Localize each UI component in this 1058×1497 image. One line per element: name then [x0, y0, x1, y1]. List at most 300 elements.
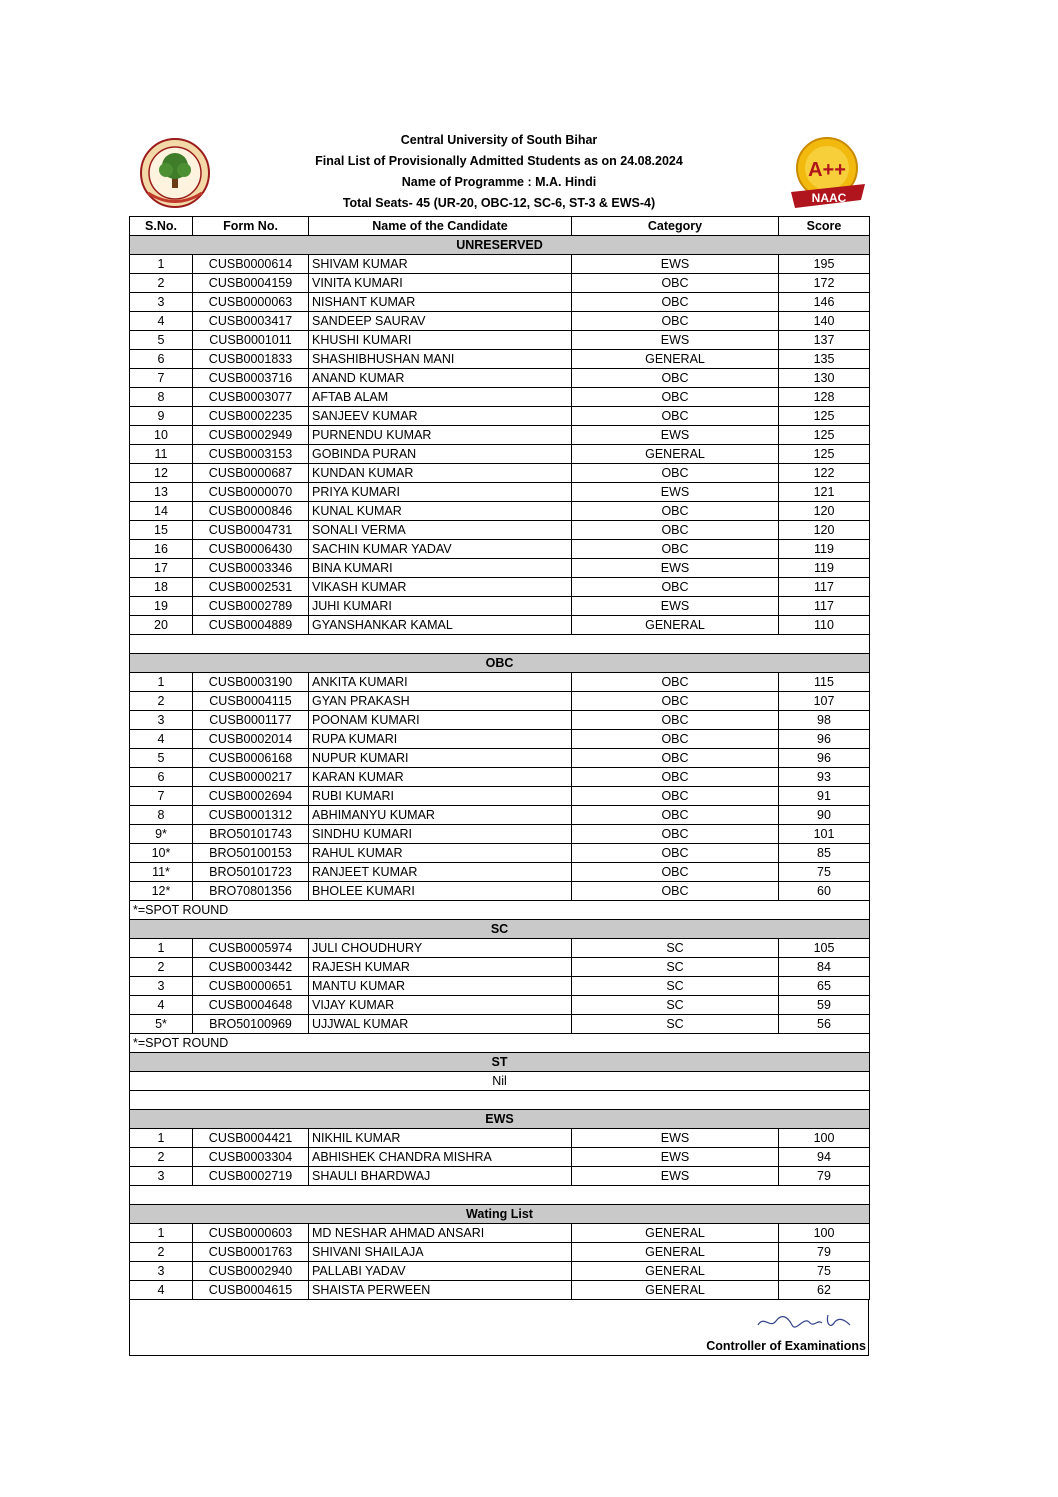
table-row: [130, 939, 870, 958]
form-number-cell: CUSB0002949: [193, 426, 309, 445]
score-cell: 115: [779, 673, 870, 692]
category-cell: EWS: [572, 331, 779, 350]
category-cell: OBC: [572, 787, 779, 806]
form-number-cell: CUSB0003417: [193, 312, 309, 331]
table-row: [130, 407, 870, 426]
section-title: ST: [130, 1053, 870, 1072]
score-cell: 125: [779, 407, 870, 426]
serial-number-cell: 19: [130, 597, 193, 616]
total-seats: Total Seats- 45 (UR-20, OBC-12, SC-6, ST-3 & EWS-4): [342, 196, 656, 210]
table-row: [130, 274, 870, 293]
candidate-name-cell: SHIVANI SHAILAJA: [309, 1243, 572, 1262]
category-cell: OBC: [572, 502, 779, 521]
category-cell: OBC: [572, 369, 779, 388]
category-cell: OBC: [572, 312, 779, 331]
candidate-name-cell: JUHI KUMARI: [309, 597, 572, 616]
table-row: [130, 787, 870, 806]
candidate-name-cell: VINITA KUMARI: [309, 274, 572, 293]
candidate-name-cell: KUNDAN KUMAR: [309, 464, 572, 483]
candidate-name-cell: SHAULI BHARDWAJ: [309, 1167, 572, 1186]
candidate-name-cell: SINDHU KUMARI: [309, 825, 572, 844]
form-number-cell: CUSB0004889: [193, 616, 309, 635]
naac-badge-text: NAAC: [811, 191, 847, 205]
category-cell: OBC: [572, 768, 779, 787]
candidate-name-cell: SHASHIBHUSHAN MANI: [309, 350, 572, 369]
university-name: Central University of South Bihar: [400, 133, 598, 147]
form-number-cell: CUSB0006168: [193, 749, 309, 768]
table-row: [130, 502, 870, 521]
form-number-cell: CUSB0000603: [193, 1224, 309, 1243]
section-title: SC: [130, 920, 870, 939]
score-cell: 65: [779, 977, 870, 996]
category-cell: OBC: [572, 692, 779, 711]
naac-badge-grade: A++: [808, 159, 846, 181]
table-row: [130, 464, 870, 483]
candidate-name-cell: PURNENDU KUMAR: [309, 426, 572, 445]
score-cell: 94: [779, 1148, 870, 1167]
category-cell: EWS: [572, 559, 779, 578]
serial-number-cell: 7: [130, 787, 193, 806]
serial-number-cell: 3: [130, 1167, 193, 1186]
form-number-cell: CUSB0002531: [193, 578, 309, 597]
candidate-name-cell: VIJAY KUMAR: [309, 996, 572, 1015]
serial-number-cell: 1: [130, 939, 193, 958]
score-cell: 130: [779, 369, 870, 388]
category-cell: GENERAL: [572, 445, 779, 464]
serial-number-cell: 12: [130, 464, 193, 483]
table-row: [130, 255, 870, 274]
form-number-cell: CUSB0000217: [193, 768, 309, 787]
candidate-name-cell: RAHUL KUMAR: [309, 844, 572, 863]
category-cell: SC: [572, 939, 779, 958]
candidate-name-cell: ANKITA KUMARI: [309, 673, 572, 692]
score-cell: 59: [779, 996, 870, 1015]
section-title: UNRESERVED: [130, 236, 870, 255]
candidate-name-cell: POONAM KUMARI: [309, 711, 572, 730]
serial-number-cell: 17: [130, 559, 193, 578]
nil-text: Nil: [130, 1072, 870, 1091]
table-row: [130, 996, 870, 1015]
serial-number-cell: 5: [130, 749, 193, 768]
table-row: [130, 958, 870, 977]
table-row: [130, 445, 870, 464]
category-cell: GENERAL: [572, 350, 779, 369]
form-number-cell: CUSB0001011: [193, 331, 309, 350]
score-cell: 75: [779, 863, 870, 882]
category-cell: SC: [572, 977, 779, 996]
category-cell: OBC: [572, 464, 779, 483]
table-row: [130, 350, 870, 369]
form-number-cell: CUSB0003442: [193, 958, 309, 977]
form-number-cell: CUSB0000687: [193, 464, 309, 483]
section-heading-row: [130, 1053, 870, 1072]
table-row: [130, 521, 870, 540]
form-number-cell: CUSB0001312: [193, 806, 309, 825]
form-number-cell: CUSB0002014: [193, 730, 309, 749]
category-cell: OBC: [572, 274, 779, 293]
serial-number-cell: 3: [130, 977, 193, 996]
form-number-cell: CUSB0002789: [193, 597, 309, 616]
score-cell: 79: [779, 1167, 870, 1186]
table-row: [130, 559, 870, 578]
category-cell: OBC: [572, 844, 779, 863]
category-cell: GENERAL: [572, 1262, 779, 1281]
form-number-cell: CUSB0002235: [193, 407, 309, 426]
candidate-name-cell: BHOLEE KUMARI: [309, 882, 572, 901]
table-row: [130, 1262, 870, 1281]
spot-round-note: *=SPOT ROUND: [130, 901, 870, 920]
serial-number-cell: 4: [130, 730, 193, 749]
serial-number-cell: 3: [130, 711, 193, 730]
column-header: Score: [779, 217, 870, 236]
candidate-name-cell: PALLABI YADAV: [309, 1262, 572, 1281]
score-cell: 56: [779, 1015, 870, 1034]
score-cell: 128: [779, 388, 870, 407]
candidate-name-cell: UJJWAL KUMAR: [309, 1015, 572, 1034]
column-header: Category: [572, 217, 779, 236]
category-cell: EWS: [572, 597, 779, 616]
category-cell: OBC: [572, 711, 779, 730]
table-row: [130, 1129, 870, 1148]
table-row: [130, 578, 870, 597]
form-number-cell: CUSB0003077: [193, 388, 309, 407]
form-number-cell: CUSB0000614: [193, 255, 309, 274]
form-number-cell: BRO70801356: [193, 882, 309, 901]
candidate-name-cell: RUBI KUMARI: [309, 787, 572, 806]
section-heading-row: [130, 1110, 870, 1129]
serial-number-cell: 9*: [130, 825, 193, 844]
section-heading-row: [130, 236, 870, 255]
score-cell: 110: [779, 616, 870, 635]
candidate-name-cell: RANJEET KUMAR: [309, 863, 572, 882]
score-cell: 85: [779, 844, 870, 863]
candidate-name-cell: NIKHIL KUMAR: [309, 1129, 572, 1148]
candidate-name-cell: ABHISHEK CHANDRA MISHRA: [309, 1148, 572, 1167]
category-cell: SC: [572, 958, 779, 977]
column-header: Name of the Candidate: [309, 217, 572, 236]
serial-number-cell: 15: [130, 521, 193, 540]
form-number-cell: CUSB0003153: [193, 445, 309, 464]
serial-number-cell: 20: [130, 616, 193, 635]
candidate-name-cell: ABHIMANYU KUMAR: [309, 806, 572, 825]
candidate-name-cell: KUNAL KUMAR: [309, 502, 572, 521]
score-cell: 96: [779, 749, 870, 768]
serial-number-cell: 9: [130, 407, 193, 426]
category-cell: GENERAL: [572, 1243, 779, 1262]
form-number-cell: CUSB0003346: [193, 559, 309, 578]
category-cell: OBC: [572, 407, 779, 426]
section-heading-row: [130, 654, 870, 673]
candidate-name-cell: GOBINDA PURAN: [309, 445, 572, 464]
note-row: [130, 901, 870, 920]
section-title: Wating List: [130, 1205, 870, 1224]
serial-number-cell: 14: [130, 502, 193, 521]
category-cell: GENERAL: [572, 1224, 779, 1243]
category-cell: EWS: [572, 1129, 779, 1148]
category-cell: GENERAL: [572, 1281, 779, 1300]
table-row: [130, 1167, 870, 1186]
score-cell: 93: [779, 768, 870, 787]
form-number-cell: CUSB0002940: [193, 1262, 309, 1281]
category-cell: OBC: [572, 863, 779, 882]
table-row: [130, 1281, 870, 1300]
score-cell: 122: [779, 464, 870, 483]
serial-number-cell: 2: [130, 1243, 193, 1262]
serial-number-cell: 4: [130, 1281, 193, 1300]
serial-number-cell: 6: [130, 350, 193, 369]
score-cell: 125: [779, 445, 870, 464]
table-row: [130, 825, 870, 844]
form-number-cell: CUSB0004159: [193, 274, 309, 293]
table-header-row: [130, 217, 870, 236]
category-cell: SC: [572, 996, 779, 1015]
serial-number-cell: 11*: [130, 863, 193, 882]
category-cell: OBC: [572, 749, 779, 768]
score-cell: 119: [779, 540, 870, 559]
candidate-name-cell: VIKASH KUMAR: [309, 578, 572, 597]
score-cell: 172: [779, 274, 870, 293]
table-row: [130, 1015, 870, 1034]
candidate-name-cell: SANJEEV KUMAR: [309, 407, 572, 426]
table-row: [130, 312, 870, 331]
score-cell: 100: [779, 1129, 870, 1148]
category-cell: EWS: [572, 1167, 779, 1186]
form-number-cell: CUSB0001177: [193, 711, 309, 730]
serial-number-cell: 16: [130, 540, 193, 559]
table-row: [130, 711, 870, 730]
candidate-name-cell: RAJESH KUMAR: [309, 958, 572, 977]
category-cell: EWS: [572, 255, 779, 274]
category-cell: OBC: [572, 388, 779, 407]
candidate-name-cell: PRIYA KUMARI: [309, 483, 572, 502]
form-number-cell: CUSB0004115: [193, 692, 309, 711]
form-number-cell: CUSB0001763: [193, 1243, 309, 1262]
score-cell: 90: [779, 806, 870, 825]
table-row: [130, 844, 870, 863]
serial-number-cell: 1: [130, 1129, 193, 1148]
table-row: [130, 616, 870, 635]
candidate-name-cell: GYANSHANKAR KAMAL: [309, 616, 572, 635]
table-row: [130, 597, 870, 616]
section-title: EWS: [130, 1110, 870, 1129]
table-row: [130, 768, 870, 787]
serial-number-cell: 3: [130, 293, 193, 312]
table-row: [130, 882, 870, 901]
form-number-cell: CUSB0004648: [193, 996, 309, 1015]
candidate-name-cell: AFTAB ALAM: [309, 388, 572, 407]
form-number-cell: BRO50101723: [193, 863, 309, 882]
serial-number-cell: 1: [130, 255, 193, 274]
candidate-name-cell: SHIVAM KUMAR: [309, 255, 572, 274]
category-cell: EWS: [572, 483, 779, 502]
serial-number-cell: 12*: [130, 882, 193, 901]
candidate-name-cell: SONALI VERMA: [309, 521, 572, 540]
candidate-name-cell: KHUSHI KUMARI: [309, 331, 572, 350]
score-cell: 117: [779, 597, 870, 616]
score-cell: 125: [779, 426, 870, 445]
serial-number-cell: 8: [130, 806, 193, 825]
table-row: [130, 1148, 870, 1167]
table-body: [130, 236, 870, 1300]
category-cell: SC: [572, 1015, 779, 1034]
serial-number-cell: 2: [130, 958, 193, 977]
candidate-name-cell: MD NESHAR AHMAD ANSARI: [309, 1224, 572, 1243]
table-row: [130, 749, 870, 768]
form-number-cell: CUSB0002719: [193, 1167, 309, 1186]
category-cell: EWS: [572, 1148, 779, 1167]
section-title: OBC: [130, 654, 870, 673]
score-cell: 135: [779, 350, 870, 369]
form-number-cell: CUSB0000070: [193, 483, 309, 502]
blank-row: [130, 635, 870, 654]
category-cell: OBC: [572, 806, 779, 825]
score-cell: 140: [779, 312, 870, 331]
serial-number-cell: 13: [130, 483, 193, 502]
form-number-cell: CUSB0004615: [193, 1281, 309, 1300]
serial-number-cell: 1: [130, 673, 193, 692]
naac-a-plus-plus-badge-icon: [789, 134, 867, 214]
blank-row: [130, 1186, 870, 1205]
admission-table: [129, 216, 870, 1300]
controller-of-examinations: Controller of Examinations: [706, 1339, 866, 1353]
section-heading-row: [130, 920, 870, 939]
programme-name: Name of Programme : M.A. Hindi: [401, 175, 597, 189]
score-cell: 105: [779, 939, 870, 958]
table-row: [130, 331, 870, 350]
score-cell: 62: [779, 1281, 870, 1300]
category-cell: OBC: [572, 540, 779, 559]
serial-number-cell: 5*: [130, 1015, 193, 1034]
score-cell: 84: [779, 958, 870, 977]
candidate-name-cell: SACHIN KUMAR YADAV: [309, 540, 572, 559]
serial-number-cell: 4: [130, 312, 193, 331]
serial-number-cell: 1: [130, 1224, 193, 1243]
signature-icon: [754, 1309, 854, 1333]
table-row: [130, 1243, 870, 1262]
candidate-name-cell: RUPA KUMARI: [309, 730, 572, 749]
table-row: [130, 673, 870, 692]
candidate-name-cell: NUPUR KUMARI: [309, 749, 572, 768]
score-cell: 75: [779, 1262, 870, 1281]
document-header: [129, 130, 869, 216]
score-cell: 117: [779, 578, 870, 597]
form-number-cell: BRO50100153: [193, 844, 309, 863]
form-number-cell: CUSB0004421: [193, 1129, 309, 1148]
form-number-cell: CUSB0001833: [193, 350, 309, 369]
score-cell: 98: [779, 711, 870, 730]
list-title: Final List of Provisionally Admitted Students as on 24.08.2024: [315, 154, 683, 168]
university-emblem-icon: [140, 138, 210, 208]
table-row: [130, 863, 870, 882]
note-row: [130, 1034, 870, 1053]
score-cell: 121: [779, 483, 870, 502]
table-row: [130, 977, 870, 996]
candidate-name-cell: BINA KUMARI: [309, 559, 572, 578]
nil-row: [130, 1072, 870, 1091]
serial-number-cell: 8: [130, 388, 193, 407]
serial-number-cell: 10: [130, 426, 193, 445]
score-cell: 60: [779, 882, 870, 901]
table-row: [130, 1224, 870, 1243]
form-number-cell: CUSB0005974: [193, 939, 309, 958]
candidate-name-cell: KARAN KUMAR: [309, 768, 572, 787]
category-cell: OBC: [572, 293, 779, 312]
score-cell: 137: [779, 331, 870, 350]
form-number-cell: CUSB0006430: [193, 540, 309, 559]
form-number-cell: CUSB0003190: [193, 673, 309, 692]
column-header: Form No.: [193, 217, 309, 236]
serial-number-cell: 7: [130, 369, 193, 388]
score-cell: 195: [779, 255, 870, 274]
form-number-cell: CUSB0000651: [193, 977, 309, 996]
form-number-cell: CUSB0003304: [193, 1148, 309, 1167]
signature-block: [129, 1299, 869, 1356]
form-number-cell: CUSB0003716: [193, 369, 309, 388]
candidate-name-cell: JULI CHOUDHURY: [309, 939, 572, 958]
form-number-cell: BRO50100969: [193, 1015, 309, 1034]
table-row: [130, 293, 870, 312]
serial-number-cell: 11: [130, 445, 193, 464]
category-cell: EWS: [572, 426, 779, 445]
column-header: S.No.: [130, 217, 193, 236]
serial-number-cell: 5: [130, 331, 193, 350]
form-number-cell: BRO50101743: [193, 825, 309, 844]
serial-number-cell: 10*: [130, 844, 193, 863]
candidate-name-cell: GYAN PRAKASH: [309, 692, 572, 711]
table-row: [130, 540, 870, 559]
category-cell: OBC: [572, 578, 779, 597]
table-row: [130, 692, 870, 711]
score-cell: 101: [779, 825, 870, 844]
serial-number-cell: 2: [130, 274, 193, 293]
form-number-cell: CUSB0004731: [193, 521, 309, 540]
candidate-name-cell: NISHANT KUMAR: [309, 293, 572, 312]
candidate-name-cell: ANAND KUMAR: [309, 369, 572, 388]
serial-number-cell: 4: [130, 996, 193, 1015]
candidate-name-cell: MANTU KUMAR: [309, 977, 572, 996]
serial-number-cell: 3: [130, 1262, 193, 1281]
score-cell: 96: [779, 730, 870, 749]
form-number-cell: CUSB0000846: [193, 502, 309, 521]
table-row: [130, 483, 870, 502]
score-cell: 100: [779, 1224, 870, 1243]
score-cell: 107: [779, 692, 870, 711]
score-cell: 79: [779, 1243, 870, 1262]
candidate-name-cell: SHAISTA PERWEEN: [309, 1281, 572, 1300]
serial-number-cell: 2: [130, 1148, 193, 1167]
serial-number-cell: 2: [130, 692, 193, 711]
spot-round-note: *=SPOT ROUND: [130, 1034, 870, 1053]
category-cell: OBC: [572, 825, 779, 844]
serial-number-cell: 18: [130, 578, 193, 597]
score-cell: 120: [779, 521, 870, 540]
category-cell: OBC: [572, 521, 779, 540]
section-heading-row: [130, 1205, 870, 1224]
table-row: [130, 388, 870, 407]
table-row: [130, 806, 870, 825]
table-row: [130, 730, 870, 749]
score-cell: 146: [779, 293, 870, 312]
candidate-name-cell: SANDEEP SAURAV: [309, 312, 572, 331]
serial-number-cell: 6: [130, 768, 193, 787]
table-row: [130, 426, 870, 445]
category-cell: OBC: [572, 882, 779, 901]
score-cell: 119: [779, 559, 870, 578]
form-number-cell: CUSB0002694: [193, 787, 309, 806]
category-cell: OBC: [572, 730, 779, 749]
score-cell: 120: [779, 502, 870, 521]
table-row: [130, 369, 870, 388]
